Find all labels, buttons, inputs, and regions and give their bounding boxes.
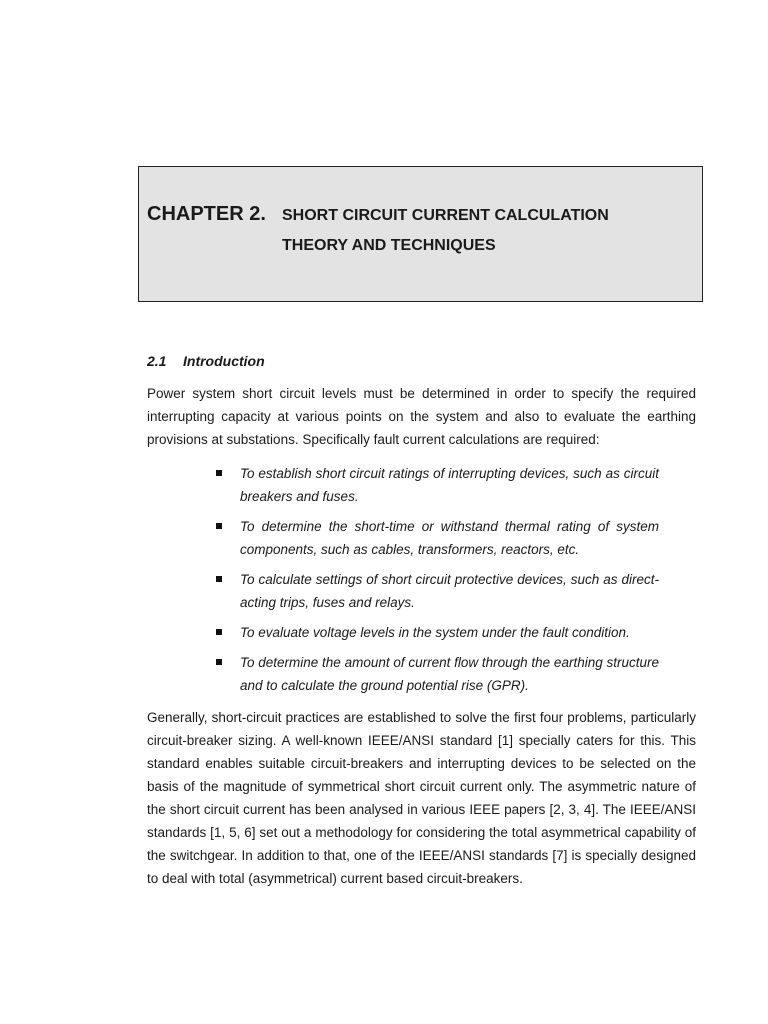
requirements-list (216, 462, 659, 704)
section-number: 2.1 (147, 353, 167, 369)
square-bullet-icon (216, 470, 222, 476)
list-item-text: To determine the amount of current flow through the earthing structure and to calculate the ground potential rise (GPR). (240, 655, 659, 693)
chapter-heading-box (138, 166, 703, 302)
square-bullet-icon (216, 629, 222, 635)
section-heading (147, 353, 265, 369)
list-item (216, 568, 659, 614)
list-item (216, 515, 659, 561)
section-title: Introduction (183, 353, 265, 369)
list-item-text: To calculate settings of short circuit protective devices, such as direct-acting trips, fuses and relays. (240, 572, 659, 610)
square-bullet-icon (216, 523, 222, 529)
closing-paragraph: Generally, short-circuit practices are established to solve the first four problems, particularly circuit-breaker sizing. A well-known IEEE/ANSI standard [1] specially caters for this. This standard enables suitable circuit-breakers and interrupting devices to be selected on the basis of the magnitude of symmetrical short circuit current only. The asymmetric nature of the short circuit current has been analysed in various IEEE papers [2, 3, 4]. The IEEE/ANSI standards [1, 5, 6] set out a methodology for considering the total asymmetrical capability of the switchgear. In addition to that, one of the IEEE/ANSI standards [7] is specially designed to deal with total (asymmetrical) current based circuit-breakers. (147, 710, 696, 886)
list-item (216, 462, 659, 508)
chapter-title-line-2: THEORY AND TECHNIQUES (282, 237, 496, 254)
square-bullet-icon (216, 659, 222, 665)
list-item (216, 621, 659, 644)
chapter-number: CHAPTER 2. (147, 203, 266, 225)
intro-paragraph: Power system short circuit levels must be determined in order to specify the required interrupting capacity at various points on the system and also to evaluate the earthing provisions at substations. Specifically fault current calculations are required: (147, 386, 696, 447)
list-item-text: To evaluate voltage levels in the system under the fault condition. (240, 625, 630, 640)
list-item (216, 651, 659, 697)
list-item-text: To determine the short-time or withstand thermal rating of system components, such as cables, transformers, reactors, etc. (240, 519, 659, 557)
chapter-title-line-1: SHORT CIRCUIT CURRENT CALCULATION (282, 207, 609, 224)
list-item-text: To establish short circuit ratings of interrupting devices, such as circuit breakers and fuses. (240, 466, 659, 504)
square-bullet-icon (216, 576, 222, 582)
